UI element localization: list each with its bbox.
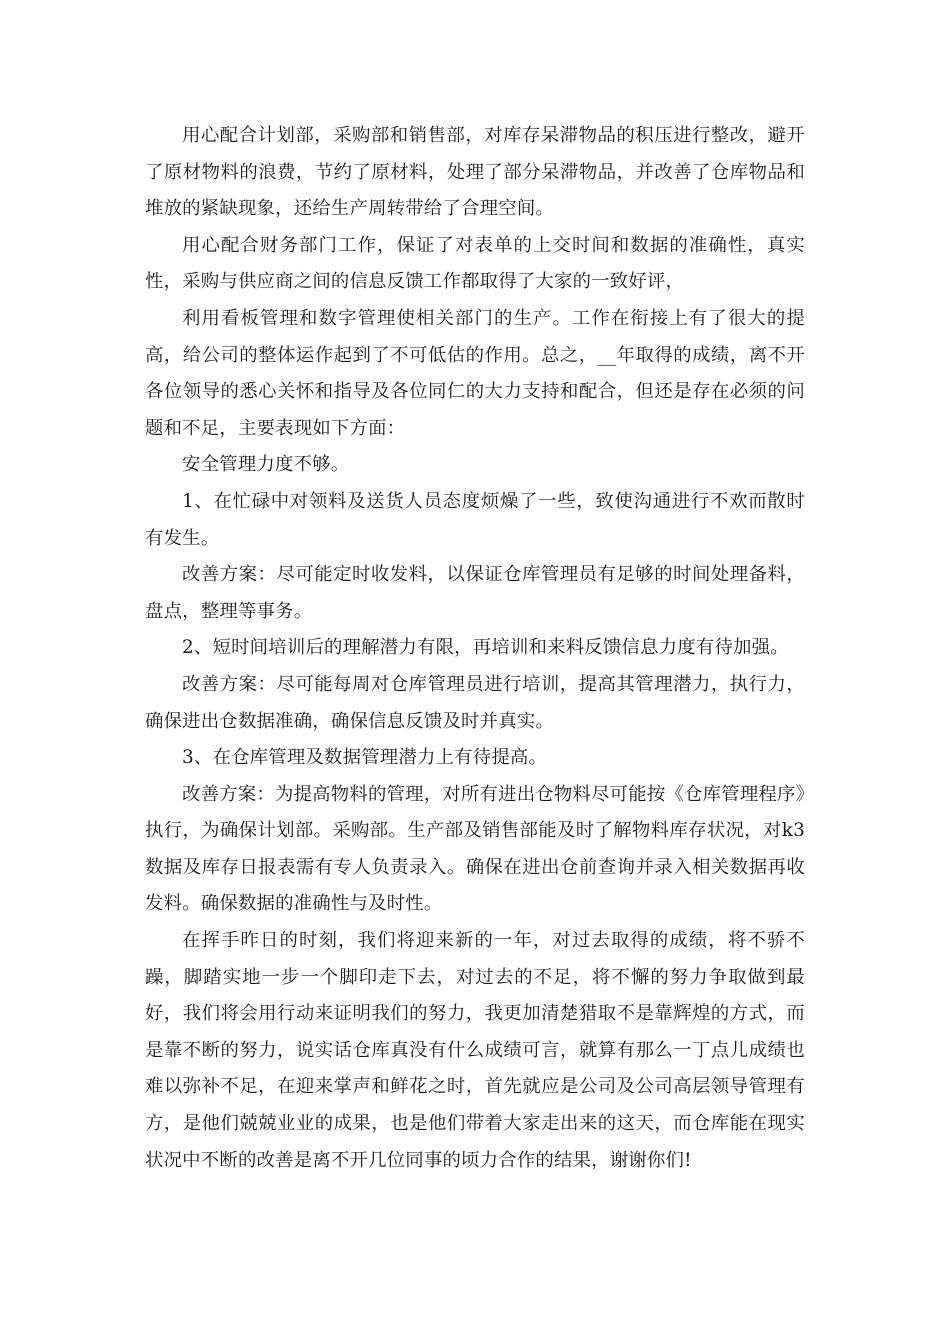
paragraph-improvement-1: 改善方案：尽可能定时收发料，以保证仓库管理员有足够的时间处理备料，盘点，整理等事务。 bbox=[145, 564, 805, 622]
paragraph-coordination-planning: 用心配合计划部，采购部和销售部，对库存呆滞物品的积压进行整改，避开了原材物料的浪费，节约了原材料，处理了部分呆滞物品，并改善了仓库物品和堆放的紧缺现象，还给生产周转带给了合理空间。 bbox=[145, 125, 805, 220]
paragraph-closing: 在挥手昨日的时刻，我们将迎来新的一年，对过去取得的成绩，将不骄不躁，脚踏实地一步一个脚印走下去，对过去的不足，将不懈的努力争取做到最好，我们将会用行动来证明我们的努力，我更加清楚猎取不是靠辉煌的方式，而是靠不断的努力，说实话仓库真没有什么成绩可言，就算有那么一丁点儿成绩也难以弥补不足，在迎来掌声和鲜花之时，首先就应是公司及公司高层领导管理有方，是他们兢兢业业的成果，也是他们带着大家走出来的这天，而仓库能在现实状况中不断的改善是离不开几位同事的顷力合作的结果，谢谢你们! bbox=[145, 930, 805, 1171]
paragraph-issue-3: 3、在仓库管理及数据管理潜力上有待提高。 bbox=[182, 747, 548, 769]
paragraph-safety-issue: 安全管理力度不够。 bbox=[182, 454, 350, 476]
paragraph-issue-1: 1、在忙碌中对领料及送货人员态度烦燥了一些，致使沟通进行不欢而散时有发生。 bbox=[145, 490, 805, 549]
paragraph-issue-2: 2、短时间培训后的理解潜力有限，再培训和来料反馈信息力度有待加强。 bbox=[182, 637, 789, 659]
paragraph-improvement-3: 改善方案：为提高物料的管理，对所有进出仓物料尽可能按《仓库管理程序》执行，为确保计划部。采购部。生产部及销售部能及时了解物料库存状况，对k3数据及库存日报表需有专人负责录入。确保在进出仓前查询并录入相关数据再收发料。确保数据的准确性与及时性。 bbox=[145, 783, 805, 915]
paragraph-improvement-2: 改善方案：尽可能每周对仓库管理员进行培训，提高其管理潜力，执行力，确保进出仓数据准确，确保信息反馈及时并真实。 bbox=[145, 673, 805, 732]
paragraph-finance-cooperation: 用心配合财务部门工作，保证了对表单的上交时间和数据的准确性，真实性，采购与供应商之间的信息反馈工作都取得了大家的一致好评， bbox=[145, 234, 805, 293]
paragraph-kanban-summary: 利用看板管理和数字管理使相关部门的生产。工作在衔接上有了很大的提高，给公司的整体运作起到了不可低估的作用。总之，__年取得的成绩，离不开各位领导的悉心关怀和指导及各位同仁的大力支持和配合，但还是存在必须的问题和不足，主要表现如下方面： bbox=[145, 307, 805, 439]
document-body bbox=[145, 118, 805, 1179]
